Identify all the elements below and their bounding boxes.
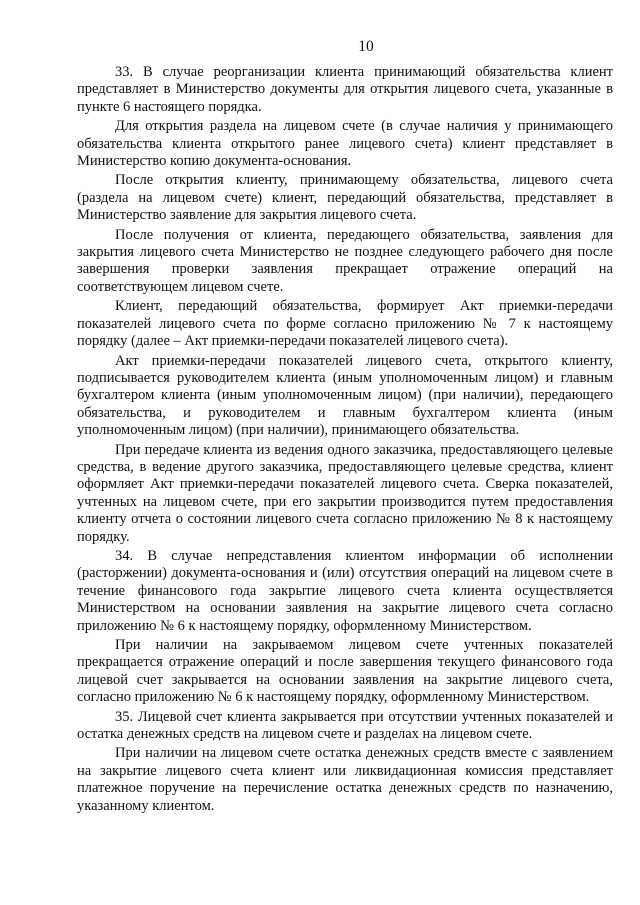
document-body: [77, 64, 613, 817]
paragraph-33: 33. В случае реорганизации клиента принимающий обязательства клиент представляет в Министерство документы для открытия лицевого счета, указанные в пункте 6 настоящего порядка.: [77, 64, 613, 115]
paragraph: При наличии на закрываемом лицевом счете учтенных показателей прекращается отражение операций и после завершения текущего финансового года лицевой счет закрывается на основании заявления на закрытие лицевого счета, согласно приложению № 6 к настоящему порядку, оформленному Министерством.: [77, 637, 613, 706]
page-number: 10: [358, 38, 374, 55]
paragraph: При наличии на лицевом счете остатка денежных средств вместе с заявлением на закрытие лицевого счета клиент или ликвидационная комиссия представляет платежное поручение на перечисление остатка денежных средств по назначению, указанному клиентом.: [77, 745, 613, 814]
paragraph: После открытия клиенту, принимающему обязательства, лицевого счета (раздела на лицевом счете) клиент, передающий обязательства, представляет в Министерство заявление для закрытия лицевого счета.: [77, 172, 613, 224]
paragraph: Клиент, передающий обязательства, формирует Акт приемки-передачи показателей лицевого счета по форме согласно приложению № 7 к настоящему порядку (далее – Акт приемки-передачи показателей лицевого счета).: [77, 298, 613, 350]
paragraph: При передаче клиента из ведения одного заказчика, предоставляющего целевые средства, в ведение другого заказчика, предоставляющего целевые средства, клиент оформляет Акт приемки-передачи показателей лицевого счета. Сверка показателей, учтенных на лицевом счете, при его закрытии производится путем предоставления клиенту отчета о состоянии лицевого счета согласно приложению № 8 к настоящему порядку.: [77, 441, 613, 545]
paragraph: Для открытия раздела на лицевом счете (в случае наличия у принимающего обязательства клиента открытого ранее лицевого счета) клиент представляет в Министерство копию документа-основания.: [77, 118, 613, 170]
paragraph-35: 35. Лицевой счет клиента закрывается при отсутствии учтенных показателей и остатка денежных средств на лицевом счете и разделах на лицевом счете.: [77, 708, 613, 743]
paragraph-34: 34. В случае непредставления клиентом информации об исполнении (расторжении) документа-основания и (или) отсутствия операций на лицевом счете в течение финансового года закрытие лицевого счета клиента осуществляется Министерством на основании заявления на закрытие лицевого счета согласно приложению № 6 к настоящему порядку, оформленному Министерством.: [77, 547, 613, 634]
paragraph: После получения от клиента, передающего обязательства, заявления для закрытия лицевого счета Министерство не позднее следующего рабочего дня после завершения проверки заявления прекращает отражение операций на соответствующем лицевом счете.: [77, 226, 613, 295]
paragraph: Акт приемки-передачи показателей лицевого счета, открытого клиенту, подписывается руководителем клиента (иным уполномоченным лицом) и главным бухгалтером клиента (иным уполномоченным лицом) (при наличии), передающего обязательства, и руководителем и главным бухгалтером клиента (иным уполномоченным лицом) (при наличии), принимающего обязательства.: [77, 352, 613, 439]
